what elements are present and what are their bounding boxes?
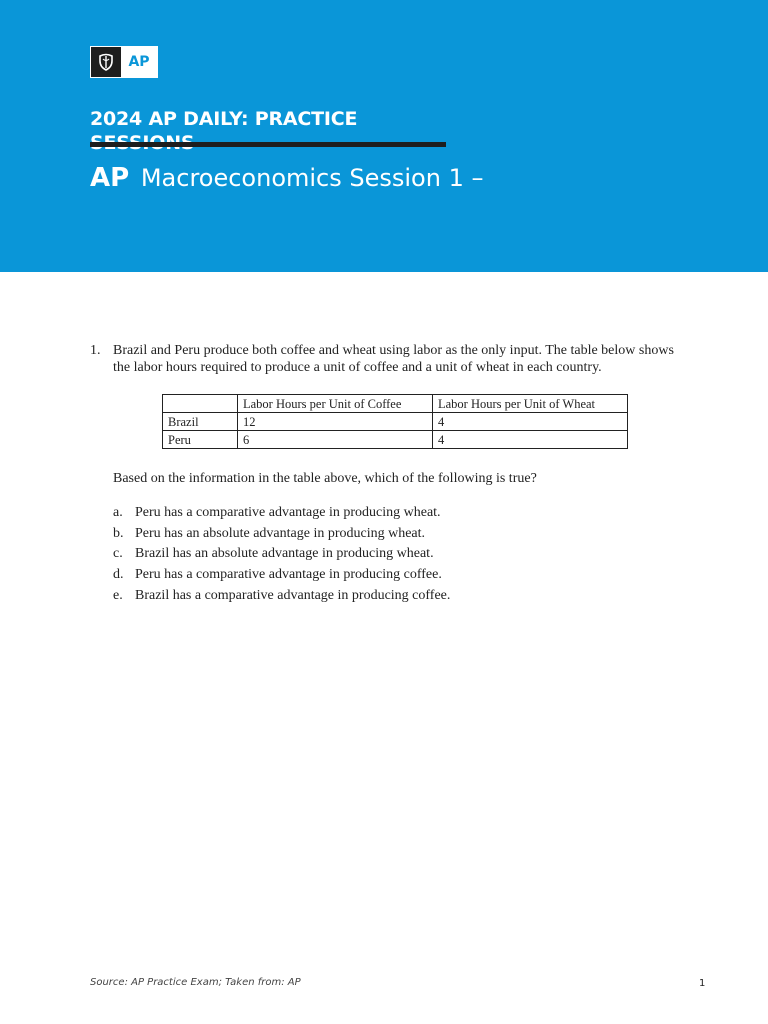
table-header-row <box>163 395 628 413</box>
question-number: 1. <box>90 343 101 358</box>
table-row <box>163 431 628 449</box>
header-divider <box>90 142 446 147</box>
table-cell: Peru <box>163 431 238 449</box>
table-cell: 4 <box>433 413 628 431</box>
answer-choice-b <box>113 524 450 545</box>
choice-text: Peru has an absolute advantage in producing wheat. <box>135 525 426 541</box>
choice-text: Brazil has an absolute advantage in producing wheat. <box>135 546 434 562</box>
series-kicker: 2024 AP DAILY: PRACTICE <box>90 108 358 130</box>
table-cell: 12 <box>238 413 433 431</box>
choice-letter: e. <box>113 587 123 603</box>
header-banner <box>0 0 768 272</box>
answer-choice-a <box>113 503 450 524</box>
question-1 <box>90 342 680 376</box>
choice-letter: a. <box>113 505 123 520</box>
question-prompt: Based on the information in the table above, which of the following is true? <box>113 471 537 486</box>
footer-source: Source: AP Practice Exam; Taken from: AP <box>90 977 301 988</box>
table-header-cell: Labor Hours per Unit of Wheat <box>433 395 628 413</box>
answer-choices <box>113 503 450 606</box>
acorn-icon <box>91 47 121 77</box>
choice-text: Peru has a comparative advantage in producing wheat. <box>135 505 441 520</box>
answer-choice-d <box>113 565 450 586</box>
choice-letter: d. <box>113 567 124 583</box>
answer-choice-c <box>113 544 450 565</box>
labor-hours-table <box>162 394 628 449</box>
table-cell: 6 <box>238 431 433 449</box>
page-number: 1 <box>699 978 706 989</box>
title-text: Macroeconomics Session 1 – <box>140 164 484 192</box>
choice-text: Brazil has a comparative advantage in producing coffee. <box>135 587 451 603</box>
table-cell: 4 <box>433 431 628 449</box>
table-header-cell: Labor Hours per Unit of Coffee <box>238 395 433 413</box>
answer-choice-e <box>113 586 450 607</box>
table-header-cell <box>163 395 238 413</box>
choice-letter: b. <box>113 525 124 541</box>
choice-letter: c. <box>113 546 123 562</box>
logo-text: AP <box>121 47 157 77</box>
table-cell: Brazil <box>163 413 238 431</box>
ap-logo <box>90 46 158 78</box>
choice-text: Peru has a comparative advantage in producing coffee. <box>135 567 442 583</box>
question-stem: Brazil and Peru produce both coffee and wheat using labor as the only input. The table below shows the labor hours required to produce a unit of coffee and a unit of wheat in each country. <box>113 343 674 375</box>
table-row <box>163 413 628 431</box>
title-ap: AP <box>90 163 130 193</box>
page-title <box>90 163 483 193</box>
